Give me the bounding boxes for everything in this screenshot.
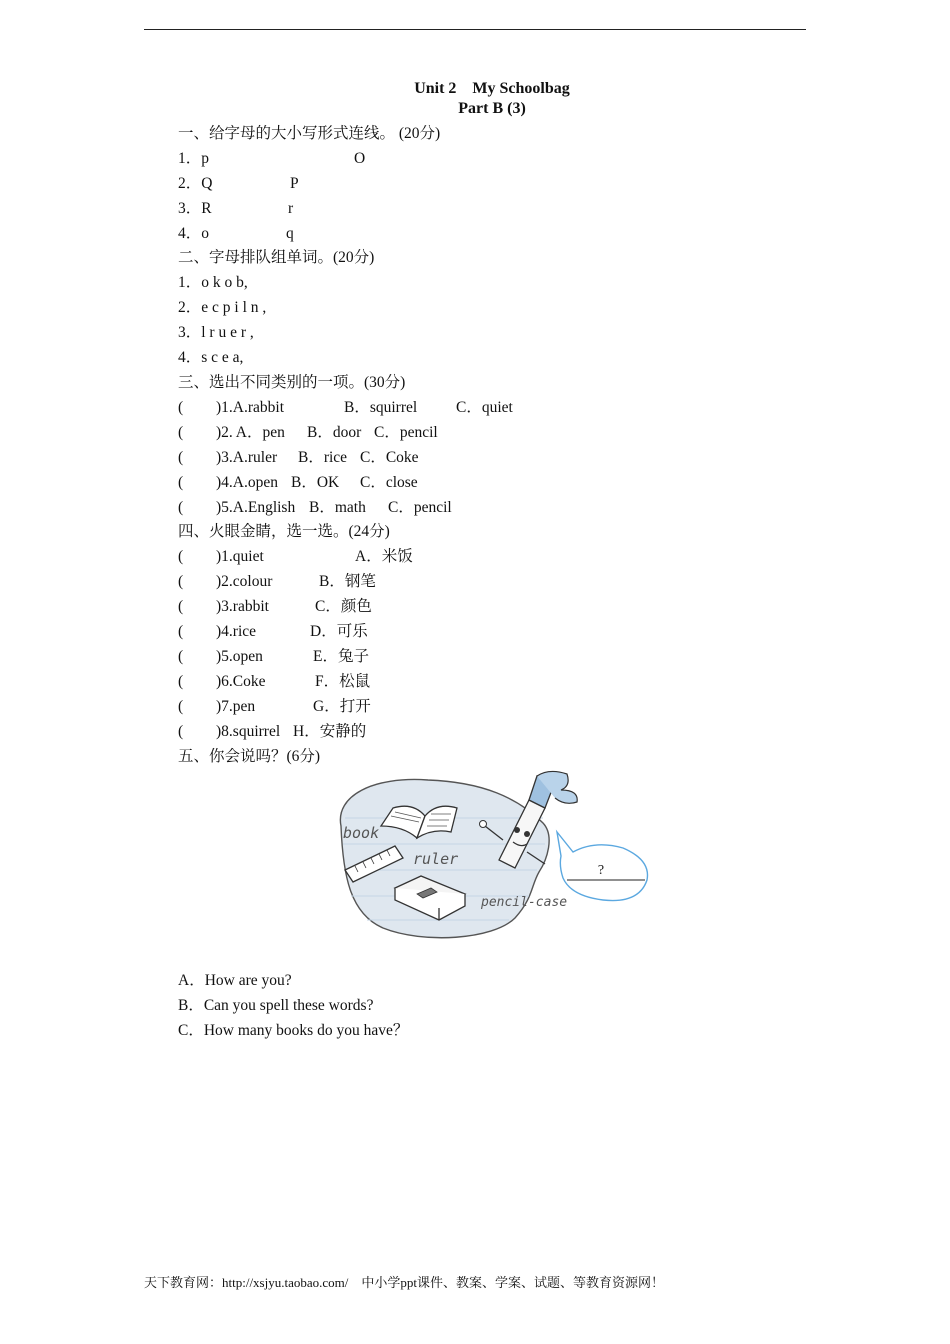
s4-row-4-paren: ( [178,623,184,640]
s3-row-4-paren: ( [178,474,184,491]
header-rule [144,29,806,30]
s4-row-6-word: )6.Coke [216,673,266,690]
illus-label-ruler: ruler [413,850,459,868]
s1-row-2-left: 2．Q [178,175,213,192]
s4-row-1-word: )1.quiet [216,548,264,565]
s4-row-3-meaning: C．颜色 [315,598,372,615]
section-2-heading: 二、字母排队组单词。(20分) [178,249,375,266]
s1-row-3-right: r [288,200,294,217]
s2-row-2: 2．e c p i l n , [178,299,267,316]
s2-row-1: 1．o k o b, [178,274,248,291]
s3-row-1-paren: ( [178,399,184,416]
s3-row-4-c: C．close [360,474,418,491]
s4-row-4-word: )4.rice [216,623,257,640]
s1-row-4-right: q [286,225,294,242]
s4-row-4-meaning: D．可乐 [310,623,368,640]
s4-row-8-meaning: H．安静的 [293,723,367,740]
s4-row-7-word: )7.pen [216,698,256,715]
section-1-heading: 一、给字母的大小写形式连线。 (20分) [178,125,441,142]
illus-label-book: book [343,824,380,842]
s3-row-1-a: )1.A.rabbit [216,399,285,416]
s4-row-2-word: )2.colour [216,573,273,590]
page-subtitle: Part B (3) [458,100,526,117]
s4-row-5-meaning: E．兔子 [313,648,369,665]
illus-label-pencil-case: pencil-case [481,895,568,910]
s4-row-3-paren: ( [178,598,184,615]
s1-row-1-left: 1．p [178,150,210,167]
s4-row-7-paren: ( [178,698,184,715]
s4-row-7-meaning: G．打开 [313,698,371,715]
s3-row-3-b: B．rice [298,449,348,466]
s3-row-2-a: )2. A．pen [216,424,285,441]
page-footer: 天下教育网：http://xsjyu.taobao.com/ 中小学ppt课件、教案、学案、试题、等教育资源网！ [144,1275,664,1290]
s3-row-3-a: )3.A.ruler [216,449,278,466]
schoolbag-illustration [333,768,651,946]
s3-row-2-paren: ( [178,424,184,441]
s4-row-5-paren: ( [178,648,184,665]
s5-option-a: A．How are you? [178,972,292,989]
s3-row-1-c: C．quiet [456,399,513,416]
s4-row-8-paren: ( [178,723,184,740]
section-5-heading: 五、你会说吗？(6分) [178,748,321,765]
s4-row-6-paren: ( [178,673,184,690]
s4-row-2-meaning: B．钢笔 [319,573,376,590]
s1-row-1-right: O [354,150,366,167]
s4-row-6-meaning: F．松鼠 [315,673,371,690]
s4-row-1-paren: ( [178,548,184,565]
s3-row-3-paren: ( [178,449,184,466]
s3-row-1-b: B．squirrel [344,399,418,416]
s5-option-b: B．Can you spell these words? [178,997,374,1014]
s2-row-4: 4．s c e a, [178,349,244,366]
s3-row-4-a: )4.A.open [216,474,278,491]
s4-row-5-word: )5.open [216,648,263,665]
s2-row-3: 3．l r u e r , [178,324,254,341]
page-title: Unit 2 My Schoolbag [414,80,570,97]
s4-row-3-word: )3.rabbit [216,598,269,615]
s3-row-2-b: B．door [307,424,362,441]
s3-row-5-b: B．math [309,499,366,516]
s4-row-1-meaning: A．米饭 [355,548,413,565]
section-4-heading: 四、火眼金睛，选一选。(24分) [178,523,390,540]
s3-row-2-c: C．pencil [374,424,438,441]
section-3-heading: 三、选出不同类别的一项。(30分) [178,374,406,391]
s3-row-5-a: )5.A.English [216,499,296,516]
s3-row-5-paren: ( [178,499,184,516]
bubble-question-mark: ? [597,863,605,878]
s3-row-4-b: B．OK [291,474,340,491]
s4-row-8-word: )8.squirrel [216,723,281,740]
s1-row-4-left: 4．o [178,225,210,242]
s3-row-3-c: C．Coke [360,449,419,466]
s4-row-2-paren: ( [178,573,184,590]
s3-row-5-c: C．pencil [388,499,452,516]
s1-row-2-right: P [290,175,299,192]
s1-row-3-left: 3．R [178,200,212,217]
s5-option-c: C．How many books do you have？ [178,1022,409,1039]
